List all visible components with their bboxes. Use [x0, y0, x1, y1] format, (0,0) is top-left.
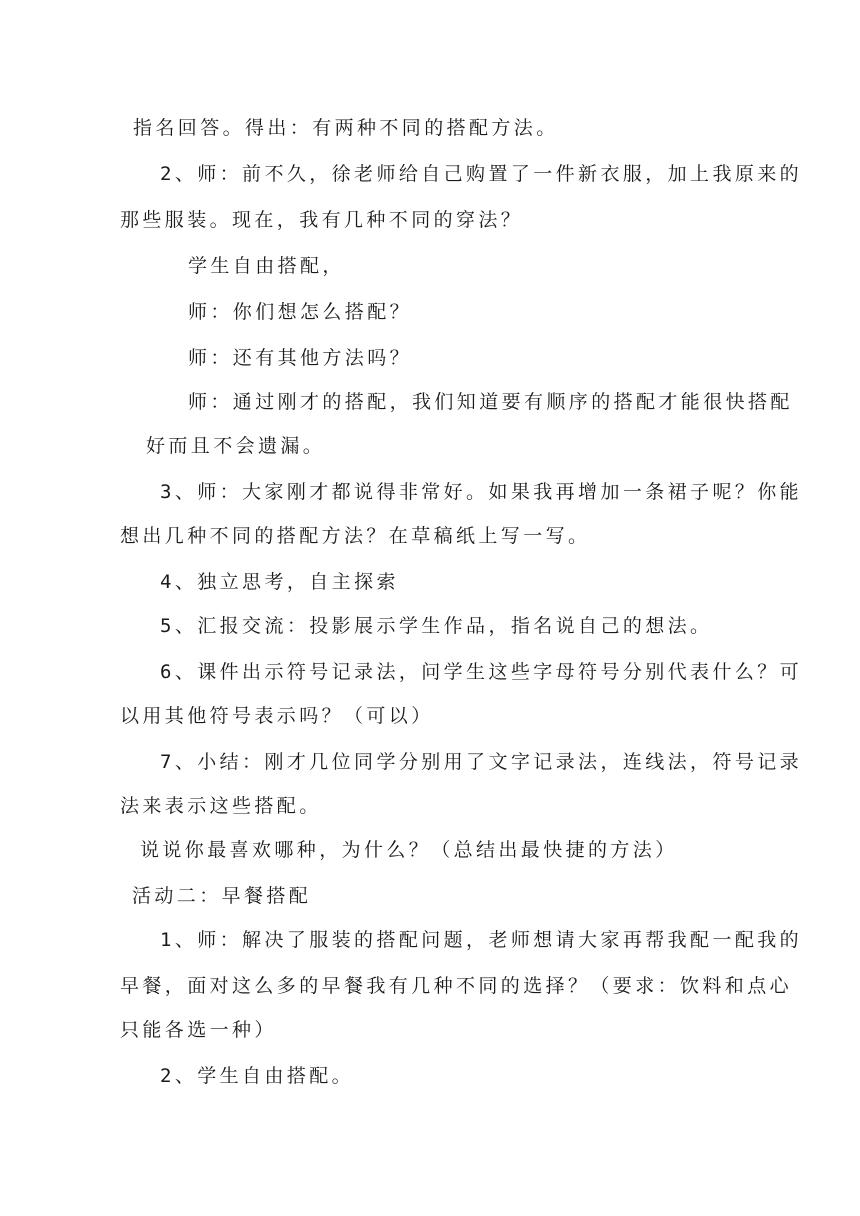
text-line: 5、汇报交流：投影展示学生作品，指名说自己的想法。	[160, 615, 713, 637]
text-line: 2、学生自由搭配。	[160, 1065, 355, 1087]
text-line: 早餐，面对这么多的早餐我有几种不同的选择？（要求：饮料和点心	[120, 975, 793, 997]
text-line: 法来表示这些搭配。	[120, 795, 322, 817]
text-line: 以用其他符号表示吗？（可以）	[120, 705, 434, 727]
text-line: 师：还有其他方法吗？	[188, 347, 413, 369]
text-line: 2、师：前不久，徐老师给自己购置了一件新衣服，加上我原来的	[160, 163, 803, 185]
text-line: 4、独立思考，自主探索	[160, 571, 399, 593]
text-line: 1、师：解决了服装的搭配问题，老师想请大家再帮我配一配我的	[160, 929, 803, 951]
text-line: 7、小结：刚才几位同学分别用了文字记录法，连线法，符号记录	[160, 751, 803, 773]
text-line: 3、师：大家刚才都说得非常好。如果我再增加一条裙子呢？你能	[160, 481, 803, 503]
text-line: 6、课件出示符号记录法，问学生这些字母符号分别代表什么？可	[160, 661, 803, 683]
text-line: 师：通过刚才的搭配，我们知道要有顺序的搭配才能很快搭配	[188, 391, 793, 413]
text-line: 那些服装。现在，我有几种不同的穿法？	[120, 209, 524, 231]
text-line: 只能各选一种）	[120, 1019, 277, 1041]
text-line: 说说你最喜欢哪种，为什么？（总结出最快捷的方法）	[140, 839, 678, 861]
text-line: 好而且不会遗漏。	[146, 435, 326, 457]
section-heading: 活动二：早餐搭配	[132, 885, 312, 907]
text-line: 师：你们想怎么搭配？	[188, 301, 413, 323]
text-line: 指名回答。得出：有两种不同的搭配方法。	[133, 117, 559, 139]
text-line: 想出几种不同的搭配方法？在草稿纸上写一写。	[120, 525, 591, 547]
text-line: 学生自由搭配，	[188, 255, 345, 277]
